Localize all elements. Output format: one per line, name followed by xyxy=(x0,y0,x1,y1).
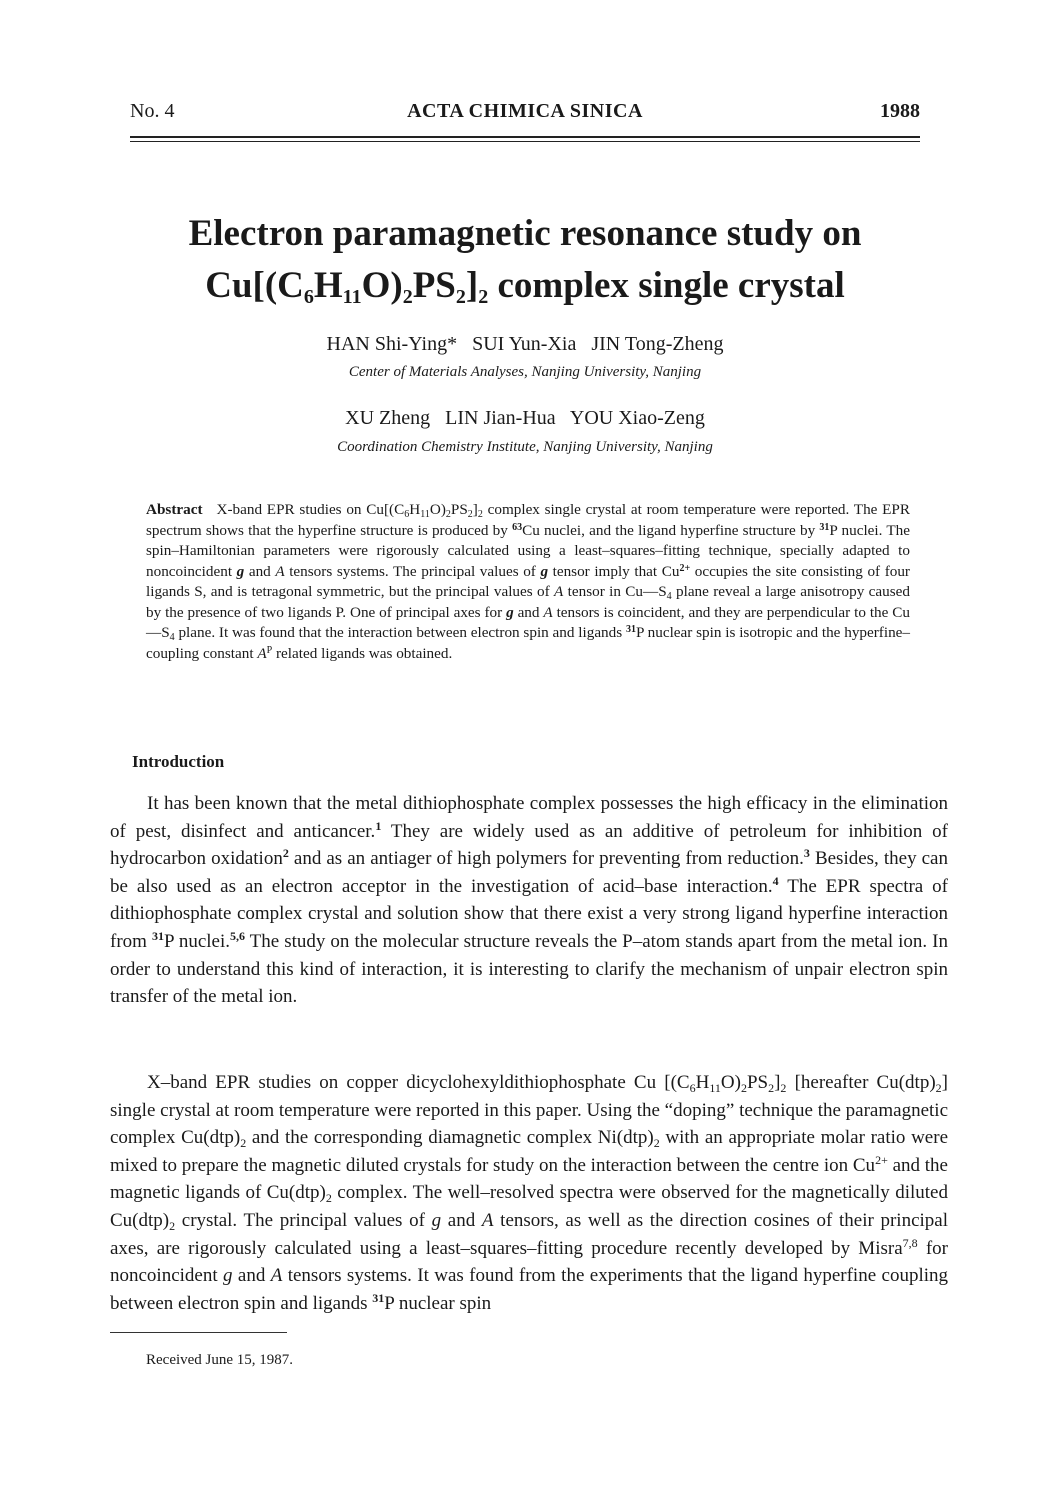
introduction-paragraph-1: It has been known that the metal dithiophosphate complex possesses the high efficacy in the elimination of pest, disinfect and anticancer.$^1$ They are widely used as an additive of petroleum for inhibition of hydrocarbon oxidation$^2$ and as an antiager of high polymers for preventing from reduction.$^3$ Besides, they can be also used as an electron acceptor in the investigation of acid–base interaction.$^4$ The EPR spectra of dithiophosphate complex crystal and solution show that there exist a very strong ligand hyperfine interaction from $^{31}$P nuclei.$^{5,6}$ The study on the molecular structure reveals the P–atom stands apart from the metal ion. In order to understand this kind of interaction, it is interesting to clarify the mechanism of unpair electron spin transfer of the metal ion. xyxy=(110,793,948,1008)
affiliation-2: Coordination Chemistry Institute, Nanjing University, Nanjing xyxy=(337,439,713,455)
header-rule-thick xyxy=(130,136,920,138)
header-rule-thin xyxy=(130,141,920,142)
introduction-heading: Introduction xyxy=(132,752,225,771)
running-header xyxy=(130,100,920,130)
abstract-label: Abstract xyxy=(146,501,203,518)
journal-name: ACTA CHIMICA SINICA xyxy=(407,100,643,122)
authors-group-1: HAN Shi-Ying* SUI Yun-Xia JIN Tong-Zheng xyxy=(326,333,724,355)
affiliation-1: Center of Materials Analyses, Nanjing University, Nanjing xyxy=(348,364,702,380)
title-line-2: $Cu[(C_6H_{11}O)_2PS_2]_2$ complex single crystal xyxy=(205,265,845,308)
authors-group-2: XU Zheng LIN Jian-Hua YOU Xiao-Zeng xyxy=(345,407,705,429)
footnote-rule xyxy=(110,1332,287,1333)
title-line-1: Electron paramagnetic resonance study on xyxy=(188,213,862,254)
received-date-footnote: Received June 15, 1987. xyxy=(146,1352,294,1368)
abstract: Abstract X-band EPR studies on $Cu[(C_6H_{11}O)_2PS_2]_2$ complex single crystal at room temperature were reported. The EPR spectrum shows that the hyperfine structure is produced by $^{63}$Cu nuclei, and the ligand hyperfine structure by $^{31}$P nuclei. The spin–Hamiltonian parameters were rigorously calculated using a least–squares–fitting technique, specially adapted to noncoincident g and A tensors systems. The principal values of g tensor imply that $Cu^{2+}$ occupies the site consisting of four ligands S, and is tetragonal symmetric, but the principal values of A tensor in $Cu—S_4$ plane reveal a large anisotropy caused by the presence of two ligands P. One of principal axes for g and A tensors is coincident, and they are perpendicular to the $Cu—S_4$ plane. It was found that the interaction between electron spin and ligands $^{31}$P nuclear spin is isotropic and the hyperfine–coupling constant $A^P$ related ligands was obtained. xyxy=(146,501,911,662)
year: 1988 xyxy=(880,100,920,122)
paper-title xyxy=(0,208,1050,312)
issue-number: No. 4 xyxy=(130,100,175,122)
introduction-paragraph-2: X–band EPR studies on copper dicyclohexyldithiophosphate Cu $[(C_6H_{11}O)_2PS_2]_2$ [hereafter $Cu(dtp)_2$] single crystal at room temperature were reported in this paper. Using the “doping” technique the paramagnetic complex $Cu(dtp)_2$ and the corresponding diamagnetic complex $Ni(dtp)_2$ with an appropriate molar ratio were mixed to prepare the magnetic diluted crystals for study on the interaction between the centre ion $Cu^{2+}$ and the magnetic ligands of $Cu(dtp)_2$ complex. The well–resolved spectra were observed for the magnetically diluted $Cu(dtp)_2$ crystal. The principal values of g and A tensors, as well as the direction cosines of their principal axes, are rigorously calculated using a least–squares–fitting procedure recently developed by Misra$^{7,8}$ for noncoincident g and A tensors systems. It was found from the experiments that the ligand hyperfine coupling between electron spin and ligands $^{31}$P nuclear spin xyxy=(110,1072,949,1314)
